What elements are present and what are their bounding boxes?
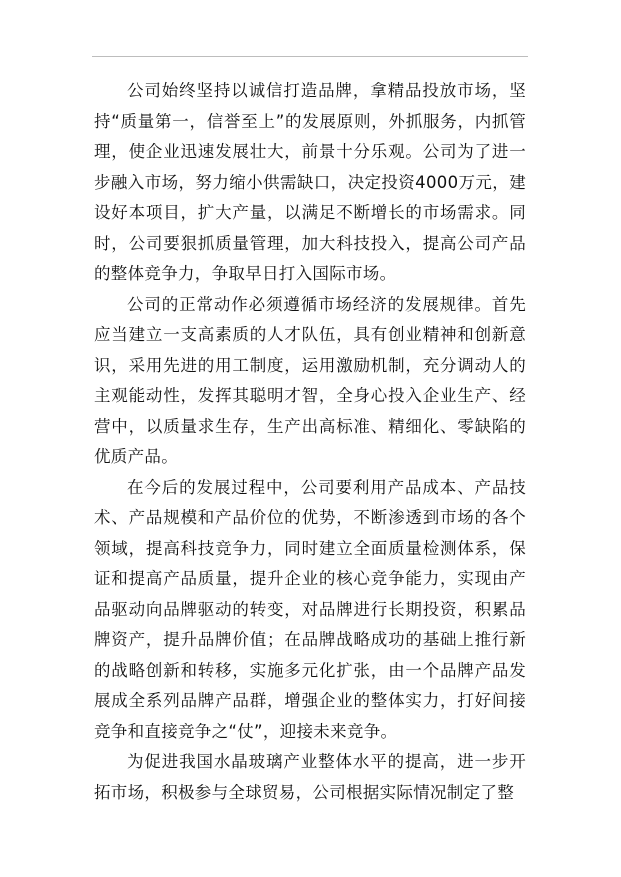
header-divider xyxy=(92,56,528,57)
paragraph-1: 公司始终坚持以诚信打造品牌，拿精品投放市场，坚持“质量第一，信誉至上”的发展原则，外抓服务，内抓管理，使企业迅速发展壮大，前景十分乐观。公司为了进一步融入市场，努力缩小供需缺口，决定投资4000万元，建设好本项目，扩大产量，以满足不断增长的市场需求。同时，公司要狠抓质量管理，加大科技投入，提高公司产品的整体竞争力，争取早日打入国际市场。 xyxy=(94,81,526,283)
paragraph-4: 为促进我国水晶玻璃产业整体水平的提高，进一步开拓市场，积极参与全球贸易，公司根据实际情况制定了整 xyxy=(94,752,526,802)
document-body xyxy=(94,76,526,808)
paragraph-2: 公司的正常动作必须遵循市场经济的发展规律。首先应当建立一支高素质的人才队伍，具有创业精神和创新意识，采用先进的用工制度，运用激励机制，充分调动人的主观能动性，发挥其聪明才智，全身心投入企业生产、经营中，以质量求生存，生产出高标准、精细化、零缺陷的优质产品。 xyxy=(94,294,526,466)
paragraph-3: 在今后的发展过程中，公司要利用产品成本、产品技术、产品规模和产品价位的优势，不断渗透到市场的各个领域，提高科技竞争力，同时建立全面质量检测体系，保证和提高产品质量，提升企业的核心竞争能力，实现由产品驱动向品牌驱动的转变，对品牌进行长期投资，积累品牌资产，提升品牌价值；在品牌战略成功的基础上推行新的战略创新和转移，实施多元化扩张，由一个品牌产品发展成全系列品牌产品群，增强企业的整体实力，打好间接竞争和直接竞争之“仗”，迎接未来竞争。 xyxy=(94,477,526,741)
